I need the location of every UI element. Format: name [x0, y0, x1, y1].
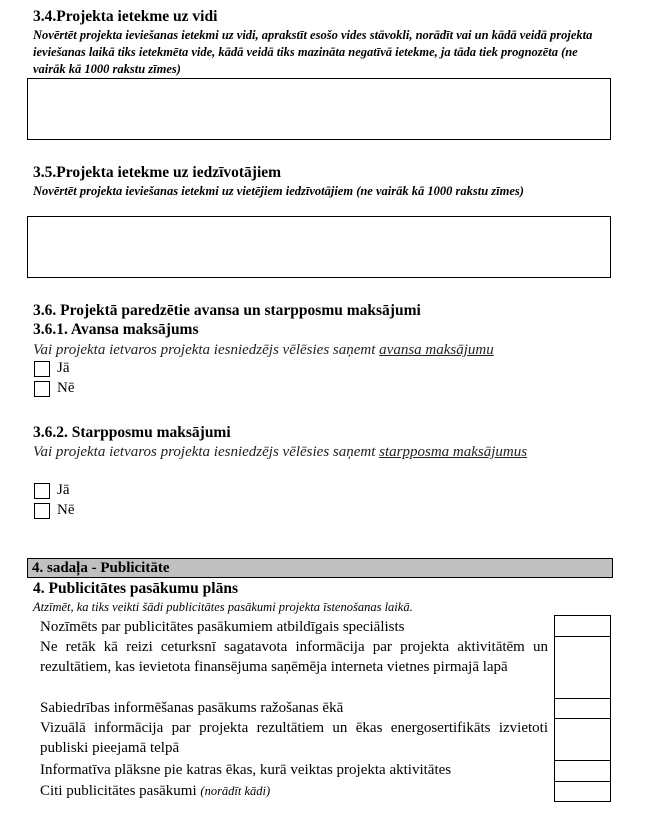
publicity-item: Sabiedrības informēšanas pasākums ražošanas ēkā [40, 700, 344, 716]
advance-no-checkbox[interactable] [34, 381, 50, 397]
section-3-5-instruction: Novērtēt projekta ieviešanas ietekmi uz vietējiem iedzīvotājiem (ne vairāk kā 1000 rakstu zīmes) [33, 184, 524, 198]
publicity-item: Nozīmēts par publicitātes pasākumiem atbildīgais speciālists [40, 619, 405, 635]
section-3-5-title: 3.5.Projekta ietekme uz iedzīvotājiem [33, 164, 282, 181]
publicity-item: Informatīva plāksne pie katras ēkas, kurā veiktas projekta aktivitātes [40, 762, 452, 778]
section-3-6-1-title: 3.6.1. Avansa maksājums [33, 321, 199, 338]
publicity-plan-note: Atzīmēt, ka tiks veikti šādi publicitātes pasākumi projekta īstenošanas laikā. [33, 600, 413, 614]
advance-no-label: Nē [57, 380, 75, 396]
interim-payment-term: starpposma maksājumus [379, 444, 528, 460]
publicity-checkbox-cell[interactable] [554, 615, 611, 637]
publicity-checkbox-cell[interactable] [554, 718, 611, 761]
section-4-bar: 4. sadaļa - Publicitāte [27, 558, 613, 578]
advance-yes-checkbox[interactable] [34, 361, 50, 377]
section-3-6-2-title: 3.6.2. Starpposmu maksājumi [33, 424, 231, 441]
residents-impact-textarea[interactable] [27, 216, 611, 278]
interim-no-label: Nē [57, 502, 75, 518]
publicity-checkbox-cell[interactable] [554, 636, 611, 699]
advance-question-text: Vai projekta ietvaros projekta iesniedzējs vēlēsies saņemt [33, 342, 380, 358]
interim-yes-label: Jā [57, 482, 70, 498]
publicity-item: Vizuālā informācija par projekta rezultātiem un ēkas energosertifikāts izvietoti publiski pieejamā telpā [40, 720, 548, 756]
advance-payment-question [33, 340, 613, 360]
publicity-item: Ne retāk kā reizi ceturksnī sagatavota informācija par projekta aktivitātēm un rezultātiem, kas ievietota finansējuma saņēmēja interneta vietnes pirmajā lapā [40, 639, 548, 675]
publicity-checkbox-cell[interactable] [554, 698, 611, 719]
advance-payment-term: avansa maksājumu [379, 342, 494, 358]
publicity-item-label: Citi publicitātes pasākumi [40, 783, 197, 799]
interim-question-text: Vai projekta ietvaros projekta iesniedzējs vēlēsies saņemt [33, 444, 380, 460]
section-3-4-title: 3.4.Projekta ietekme uz vidi [33, 8, 218, 25]
interim-payment-question [33, 442, 604, 462]
interim-yes-checkbox[interactable] [34, 483, 50, 499]
section-3-6-title: 3.6. Projektā paredzētie avansa un starpposmu maksājumi [33, 302, 421, 319]
publicity-plan-title: 4. Publicitātes pasākumu plāns [33, 580, 238, 597]
advance-yes-label: Jā [57, 360, 70, 376]
environment-impact-textarea[interactable] [27, 78, 611, 140]
section-3-4-instruction: Novērtēt projekta ieviešanas ietekmi uz vidi, aprakstīt esošo vides stāvokli, norādīt vai un kādā veidā projekta ieviešanas laikā tiks ietekmēta vide, kādā veidā tiks mazināta negatīvā ietekme, ja tāda tiek prognozēta (ne vairāk kā 1000 rakstu zīmes) [33, 28, 593, 76]
publicity-checkbox-cell[interactable] [554, 781, 611, 802]
interim-no-checkbox[interactable] [34, 503, 50, 519]
publicity-checkbox-cell[interactable] [554, 760, 611, 782]
publicity-item-hint: (norādīt kādi) [200, 784, 271, 798]
publicity-item [40, 781, 548, 801]
